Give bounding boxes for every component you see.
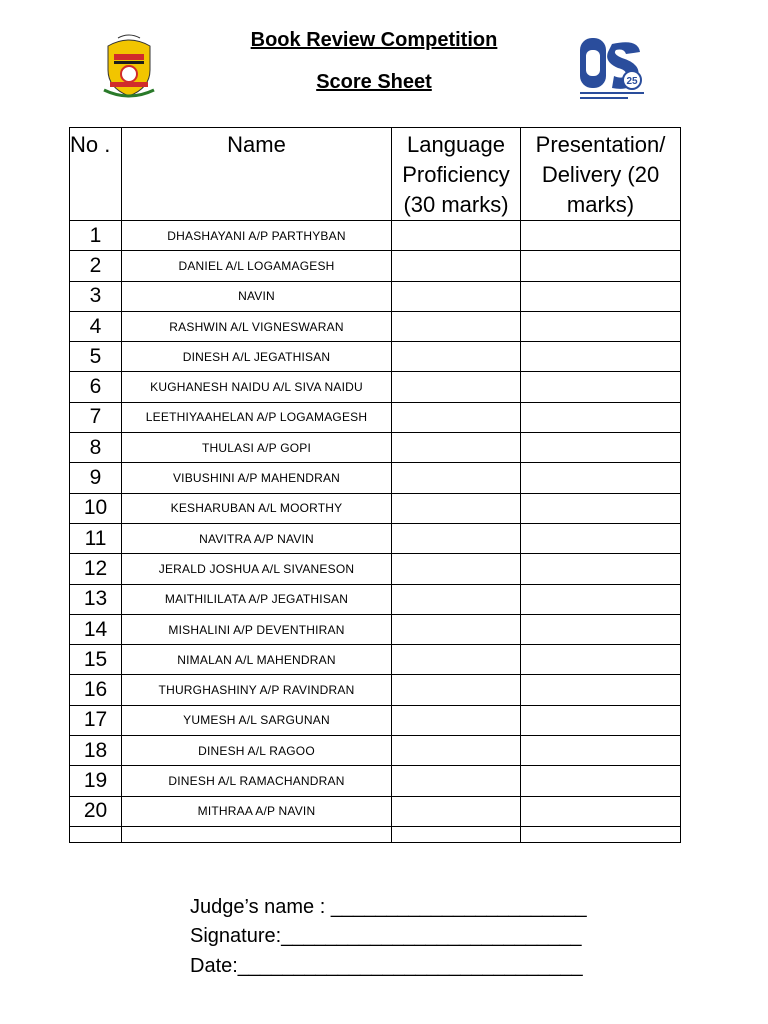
- row-number: 6: [70, 372, 122, 402]
- student-name: YUMESH A/L SARGUNAN: [122, 705, 392, 735]
- language-score-cell[interactable]: [392, 523, 521, 553]
- table-row: [70, 705, 681, 735]
- row-number: 4: [70, 311, 122, 341]
- column-header-presentation-delivery: Presentation/ Delivery (20 marks): [521, 128, 681, 221]
- judge-name-line: Judge’s name : _______________________: [190, 896, 587, 918]
- column-header-language-proficiency: Language Proficiency (30 marks): [392, 128, 521, 221]
- row-number: 7: [70, 402, 122, 432]
- student-name: JERALD JOSHUA A/L SIVANESON: [122, 554, 392, 584]
- row-number: 17: [70, 705, 122, 735]
- presentation-score-cell[interactable]: [521, 221, 681, 251]
- row-number: 10: [70, 493, 122, 523]
- table-row: [70, 584, 681, 614]
- student-name: KUGHANESH NAIDU A/L SIVA NAIDU: [122, 372, 392, 402]
- table-row: [70, 493, 681, 523]
- svg-text:25: 25: [626, 76, 638, 87]
- presentation-score-cell[interactable]: [521, 372, 681, 402]
- language-score-cell[interactable]: [392, 493, 521, 523]
- table-row: [70, 766, 681, 796]
- language-score-cell[interactable]: [392, 614, 521, 644]
- presentation-score-cell[interactable]: [521, 796, 681, 826]
- presentation-score-cell[interactable]: [521, 251, 681, 281]
- empty-cell: [392, 826, 521, 842]
- language-score-cell[interactable]: [392, 402, 521, 432]
- student-name: NIMALAN A/L MAHENDRAN: [122, 645, 392, 675]
- student-name: NAVIN: [122, 281, 392, 311]
- column-header-no: No .: [70, 128, 122, 221]
- language-score-cell[interactable]: [392, 251, 521, 281]
- student-name: MAITHILILATA A/P JEGATHISAN: [122, 584, 392, 614]
- table-row: [70, 554, 681, 584]
- presentation-score-cell[interactable]: [521, 463, 681, 493]
- student-name: LEETHIYAAHELAN A/P LOGAMAGESH: [122, 402, 392, 432]
- row-number: 5: [70, 342, 122, 372]
- row-number: 20: [70, 796, 122, 826]
- row-number: 12: [70, 554, 122, 584]
- score-table: [69, 127, 681, 843]
- presentation-score-cell[interactable]: [521, 433, 681, 463]
- student-name: VIBUSHINI A/P MAHENDRAN: [122, 463, 392, 493]
- empty-cell: [521, 826, 681, 842]
- language-score-cell[interactable]: [392, 584, 521, 614]
- table-row: [70, 433, 681, 463]
- table-row: [70, 221, 681, 251]
- presentation-score-cell[interactable]: [521, 402, 681, 432]
- table-row: [70, 311, 681, 341]
- table-row: [70, 463, 681, 493]
- language-score-cell[interactable]: [392, 433, 521, 463]
- table-body: [70, 221, 681, 843]
- presentation-score-cell[interactable]: [521, 342, 681, 372]
- page-title: Book Review Competition: [250, 29, 498, 51]
- language-score-cell[interactable]: [392, 342, 521, 372]
- presentation-score-cell[interactable]: [521, 736, 681, 766]
- language-score-cell[interactable]: [392, 766, 521, 796]
- language-score-cell[interactable]: [392, 796, 521, 826]
- language-score-cell[interactable]: [392, 281, 521, 311]
- table-row: [70, 645, 681, 675]
- table-row: [70, 281, 681, 311]
- presentation-score-cell[interactable]: [521, 614, 681, 644]
- student-name: THURGHASHINY A/P RAVINDRAN: [122, 675, 392, 705]
- language-score-cell[interactable]: [392, 372, 521, 402]
- table-row: [70, 523, 681, 553]
- student-name: DANIEL A/L LOGAMAGESH: [122, 251, 392, 281]
- table-row: [70, 736, 681, 766]
- student-name: KESHARUBAN A/L MOORTHY: [122, 493, 392, 523]
- page-subtitle: Score Sheet: [316, 71, 432, 93]
- table-header-row: [70, 128, 681, 221]
- presentation-score-cell[interactable]: [521, 645, 681, 675]
- language-score-cell[interactable]: [392, 736, 521, 766]
- presentation-score-cell[interactable]: [521, 675, 681, 705]
- row-number: 1: [70, 221, 122, 251]
- language-score-cell[interactable]: [392, 705, 521, 735]
- presentation-score-cell[interactable]: [521, 705, 681, 735]
- presentation-score-cell[interactable]: [521, 554, 681, 584]
- table-row: [70, 614, 681, 644]
- presentation-score-cell[interactable]: [521, 281, 681, 311]
- row-number: 2: [70, 251, 122, 281]
- ics-25-logo-icon: [578, 34, 646, 102]
- empty-cell: [122, 826, 392, 842]
- date-line: Date:_______________________________: [190, 955, 583, 977]
- student-name: MITHRAA A/P NAVIN: [122, 796, 392, 826]
- row-number: 9: [70, 463, 122, 493]
- presentation-score-cell[interactable]: [521, 766, 681, 796]
- presentation-score-cell[interactable]: [521, 523, 681, 553]
- empty-cell: [70, 826, 122, 842]
- presentation-score-cell[interactable]: [521, 584, 681, 614]
- student-name: DINESH A/L JEGATHISAN: [122, 342, 392, 372]
- language-score-cell[interactable]: [392, 675, 521, 705]
- row-number: 16: [70, 675, 122, 705]
- table-row: [70, 342, 681, 372]
- row-number: 14: [70, 614, 122, 644]
- row-number: 3: [70, 281, 122, 311]
- row-number: 11: [70, 523, 122, 553]
- language-score-cell[interactable]: [392, 311, 521, 341]
- language-score-cell[interactable]: [392, 645, 521, 675]
- row-number: 8: [70, 433, 122, 463]
- student-name: DHASHAYANI A/P PARTHYBAN: [122, 221, 392, 251]
- presentation-score-cell[interactable]: [521, 493, 681, 523]
- table-row: [70, 796, 681, 826]
- table-row: [70, 372, 681, 402]
- student-name: DINESH A/L RAMACHANDRAN: [122, 766, 392, 796]
- student-name: MISHALINI A/P DEVENTHIRAN: [122, 614, 392, 644]
- student-name: NAVITRA A/P NAVIN: [122, 523, 392, 553]
- empty-table-row: [70, 826, 681, 842]
- table-row: [70, 402, 681, 432]
- column-header-name: Name: [122, 128, 392, 221]
- presentation-score-cell[interactable]: [521, 311, 681, 341]
- row-number: 13: [70, 584, 122, 614]
- table-row: [70, 675, 681, 705]
- student-name: THULASI A/P GOPI: [122, 433, 392, 463]
- language-score-cell[interactable]: [392, 554, 521, 584]
- student-name: RASHWIN A/L VIGNESWARAN: [122, 311, 392, 341]
- signature-line: Signature:___________________________: [190, 925, 582, 947]
- row-number: 18: [70, 736, 122, 766]
- student-name: DINESH A/L RAGOO: [122, 736, 392, 766]
- table-row: [70, 251, 681, 281]
- language-score-cell[interactable]: [392, 463, 521, 493]
- language-score-cell[interactable]: [392, 221, 521, 251]
- row-number: 19: [70, 766, 122, 796]
- row-number: 15: [70, 645, 122, 675]
